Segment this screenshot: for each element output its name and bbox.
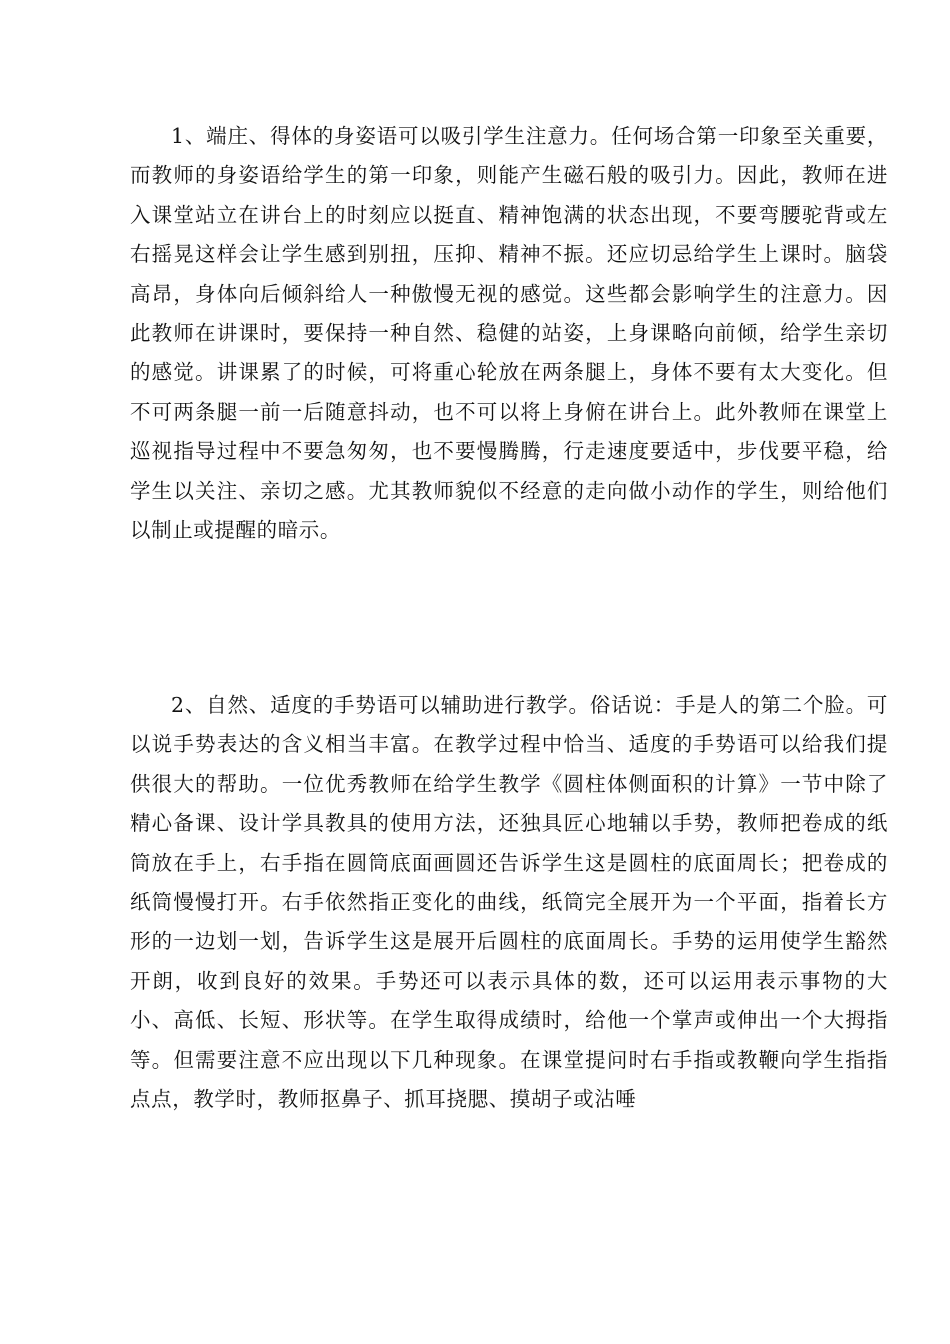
paragraph-posture: 1、端庄、得体的身姿语可以吸引学生注意力。任何场合第一印象至关重要，而教师的身姿语给学生的第一印象，则能产生磁石般的吸引力。因此，教师在进入课堂站立在讲台上的时刻应以挺直、精神饱满的状态出现，不要弯腰驼背或左右摇晃这样会让学生感到别扭，压抑、精神不振。还应切忌给学生上课时。脑袋高昂，身体向后倾斜给人一种傲慢无视的感觉。这些都会影响学生的注意力。因此教师在讲课时，要保持一种自然、稳健的站姿，上身课略向前倾，给学生亲切的感觉。讲课累了的时候，可将重心轮放在两条腿上，身体不要有太大变化。但不可两条腿一前一后随意抖动，也不可以将上身俯在讲台上。此外教师在课堂上巡视指导过程中不要急匆匆，也不要慢腾腾，行走速度要适中，步伐要平稳，给学生以关注、亲切之感。尤其教师貌似不经意的走向做小动作的学生，则给他们以制止或提醒的暗示。 (130, 124, 888, 543)
paragraph-gesture: 2、自然、适度的手势语可以辅助进行教学。俗话说：手是人的第二个脸。可以说手势表达的含义相当丰富。在教学过程中恰当、适度的手势语可以给我们提供很大的帮助。一位优秀教师在给学生教学《圆柱体侧面积的计算》一节中除了精心备课、设计学具教具的使用方法，还独具匠心地辅以手势，教师把卷成的纸筒放在手上，右手指在圆筒底面画圆还告诉学生这是圆柱的底面周长；把卷成的纸筒慢慢打开。右手依然指正变化的曲线，纸筒完全展开为一个平面，指着长方形的一边划一划，告诉学生这是展开后圆柱的底面周长。手势的运用使学生豁然开朗，收到良好的效果。手势还可以表示具体的数，还可以运用表示事物的大小、高低、长短、形状等。在学生取得成绩时，给他一个掌声或伸出一个大拇指等。但需要注意不应出现以下几种现象。在课堂提问时右手指或教鞭向学生指指点点，教学时，教师抠鼻子、抓耳挠腮、摸胡子或沾唾 (130, 693, 888, 1112)
